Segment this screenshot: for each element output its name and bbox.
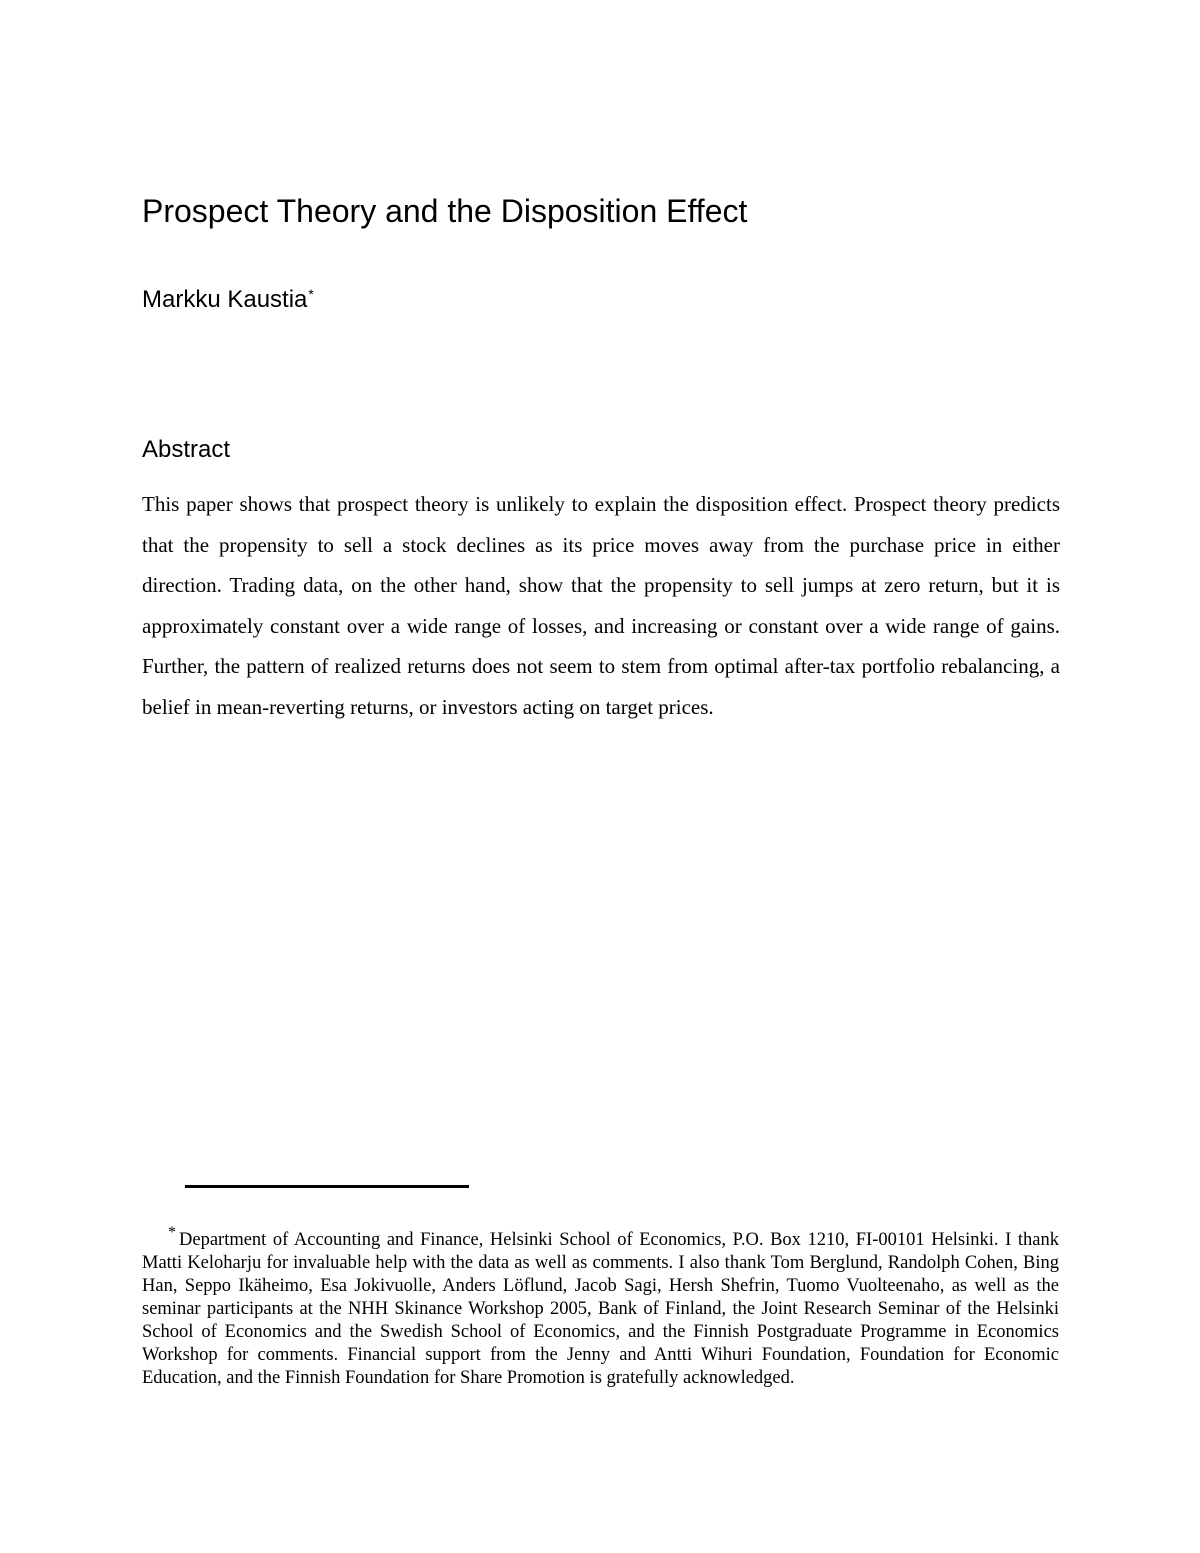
- author-footnote-mark: *: [308, 286, 314, 302]
- author-line: [142, 283, 314, 317]
- abstract-text: This paper shows that prospect theory is unlikely to explain the disposition effect. Prospect theory predicts that the propensity to sell a stock declines as its price moves away from the purchase price in either direction. Trading data, on the other hand, show that the propensity to sell jumps at zero return, but it is approximately constant over a wide range of losses, and increasing or constant over a wide range of gains. Further, the pattern of realized returns does not seem to stem from optimal after-tax portfolio rebalancing, a belief in mean-reverting returns, or investors acting on target prices.: [142, 492, 1060, 719]
- abstract-heading: Abstract: [142, 436, 231, 463]
- footnote-separator: [185, 1185, 469, 1188]
- paper-title: Prospect Theory and the Disposition Effect: [142, 193, 748, 229]
- footnote-text: Department of Accounting and Finance, Helsinki School of Economics, P.O. Box 1210, FI-00101 Helsinki. I thank Matti Keloharju for invaluable help with the data as well as comments. I also thank Tom Berglund, Randolph Cohen, Bing Han, Seppo Ikäheimo, Esa Jokivuolle, Anders Löflund, Jacob Sagi, Hersh Shefrin, Tuomo Vuolteenaho, as well as the seminar participants at the NHH Skinance Workshop 2005, Bank of Finland, the Joint Research Seminar of the Helsinki School of Economics and the Swedish School of Economics, and the Finnish Postgraduate Programme in Economics Workshop for comments. Financial support from the Jenny and Antti Wihuri Foundation, Foundation for Economic Education, and the Finnish Foundation for Share Promotion is gratefully acknowledged.: [142, 1230, 1059, 1388]
- author-name: Markku Kaustia: [142, 286, 308, 313]
- footnote: * Department of Accounting and Finance, Helsinki School of Economics, P.O. Box 1210, FI-00101 Helsinki. I thank Matti Keloharju for invaluable help with the data as well as comments. I also thank Tom Berglund, Randolph Cohen, Bing Han, Seppo Ikäheimo, Esa Jokivuolle, Anders Löflund, Jacob Sagi, Hersh Shefrin, Tuomo Vuolteenaho, as well as the seminar participants at the NHH Skinance Workshop 2005, Bank of Finland, the Joint Research Seminar of the Helsinki School of Economics and the Swedish School of Economics, and the Finnish Postgraduate Programme in Economics Workshop for comments. Financial support from the Jenny and Antti Wihuri Foundation, Foundation for Economic Education, and the Finnish Foundation for Share Promotion is gratefully acknowledged.: [142, 1224, 1059, 1388]
